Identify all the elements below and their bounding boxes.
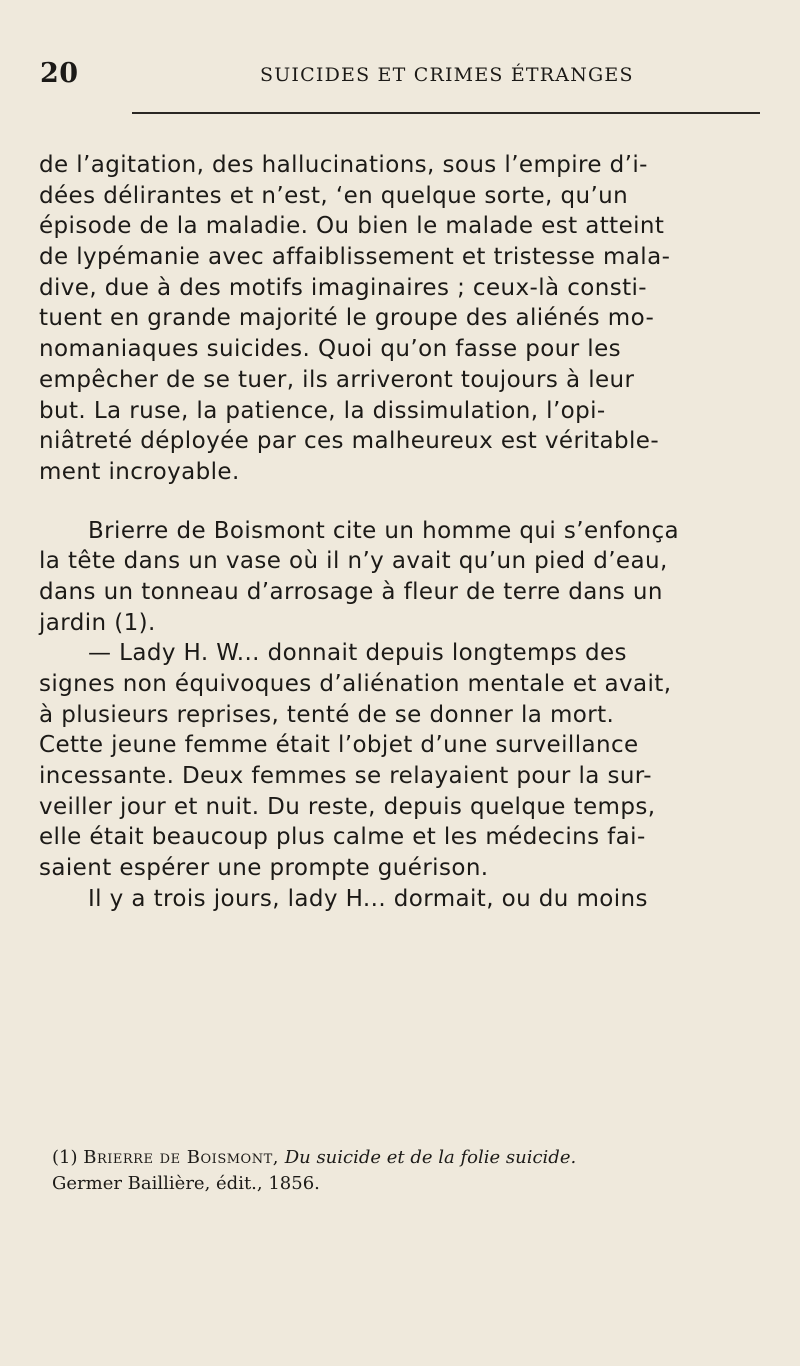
text-line: à plusieurs reprises, tenté de se donner la mort.	[39, 701, 615, 728]
text-line: signes non équivoques d’aliénation mentale et avait,	[39, 671, 672, 697]
page-header	[40, 58, 760, 98]
footnote-line-1	[52, 1145, 772, 1171]
body-text	[39, 150, 769, 915]
text-line: nomaniaques suicides. Quoi qu’on fasse pour les	[39, 336, 622, 363]
text-line: — Lady H. W... donnait depuis longtemps des	[88, 640, 627, 667]
text-line: ment incroyable.	[39, 458, 240, 485]
text-line: de lypémanie avec affaiblissement et tristesse mala-	[39, 244, 671, 271]
footnote-line-2: Germer Baillière, édit., 1856.	[52, 1173, 320, 1194]
text-line: but. La ruse, la patience, la dissimulation, l’opi-	[39, 397, 606, 424]
text-line: veiller jour et nuit. Du reste, depuis quelque temps,	[39, 793, 656, 820]
text-line: incessante. Deux femmes se relayaient pour la sur-	[39, 763, 652, 790]
text-line: dées délirantes et n’est, ‘en quelque sorte, qu’un	[39, 182, 629, 209]
running-title: SUICIDES ET CRIMES ÉTRANGES	[260, 64, 634, 86]
text-line: de l’agitation, des hallucinations, sous l’empire d’i-	[39, 152, 648, 178]
text-line: dive, due à des motifs imaginaires ; ceux-là consti-	[39, 274, 647, 301]
text-line: Il y a trois jours, lady H... dormait, ou du moins	[88, 885, 648, 912]
text-line: jardin (1).	[39, 609, 156, 636]
text-line: empêcher de se tuer, ils arriveront toujours à leur	[39, 366, 635, 393]
footnote-title: Du suicide et de la folie suicide.	[284, 1147, 577, 1168]
text-line: la tête dans un vase où il n’y avait qu’un pied d’eau,	[39, 548, 668, 575]
text-line: niâtreté déployée par ces malheureux est véritable-	[39, 428, 660, 455]
text-line: elle était beaucoup plus calme et les médecins fai-	[39, 824, 646, 851]
paragraph-1	[39, 150, 769, 488]
paragraph-gap	[39, 488, 769, 516]
text-line: tuent en grande majorité le groupe des aliénés mo-	[39, 305, 655, 332]
paragraph-4	[39, 884, 769, 915]
header-rule	[132, 112, 760, 114]
footnote	[52, 1145, 772, 1197]
footnote-marker: (1)	[52, 1147, 78, 1168]
text-line: Cette jeune femme était l’objet d’une surveillance	[39, 732, 639, 759]
paragraph-2	[39, 516, 769, 639]
page-number: 20	[40, 58, 79, 89]
text-line: Brierre de Boismont cite un homme qui s’enfonça	[88, 517, 679, 544]
footnote-author: Brierre de Boismont,	[83, 1147, 279, 1168]
text-line: dans un tonneau d’arrosage à fleur de terre dans un	[39, 578, 663, 605]
text-line: épisode de la maladie. Ou bien le malade est atteint	[39, 213, 665, 240]
paragraph-3	[39, 638, 769, 884]
text-line: saient espérer une prompte guérison.	[39, 855, 489, 882]
